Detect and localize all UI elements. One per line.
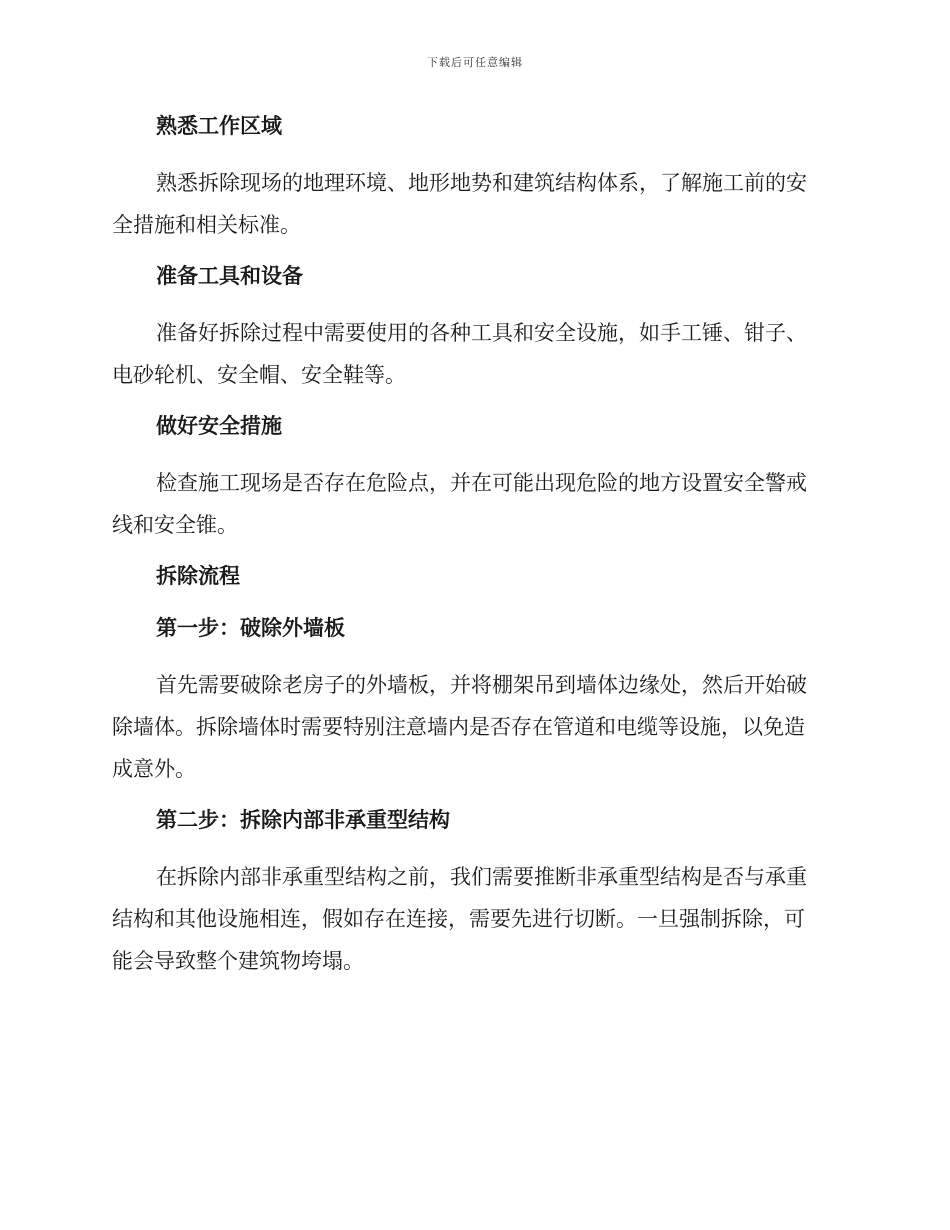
paragraph-line: 能会导致整个建筑物垮塌。 <box>112 949 364 973</box>
section-heading: 准备工具和设备 <box>156 264 303 288</box>
paragraph-line: 检查施工现场是否存在危险点，并在可能出现危险的地方设置安全警戒 <box>156 471 807 495</box>
paragraph-line: 熟悉拆除现场的地理环境、地形地势和建筑结构体系，了解施工前的安 <box>156 171 807 195</box>
paragraph <box>112 462 830 546</box>
section-heading: 第二步：拆除内部非承重型结构 <box>156 808 450 832</box>
paragraph-line: 全措施和相关标准。 <box>112 213 301 237</box>
paragraph-line: 准备好拆除过程中需要使用的各种工具和安全设施，如手工锤、钳子、 <box>156 321 807 345</box>
paragraph-line: 除墙体。拆除墙体时需要特别注意墙内是否存在管道和电缆等设施，以免造 <box>112 715 805 739</box>
paragraph <box>112 664 830 790</box>
paragraph-line: 在拆除内部非承重型结构之前，我们需要推断非承重型结构是否与承重 <box>156 865 807 889</box>
section-heading: 拆除流程 <box>156 564 240 588</box>
section-heading: 第一步：破除外墙板 <box>156 616 345 640</box>
paragraph <box>112 162 830 246</box>
page-header: 下载后可任意编辑 <box>427 56 523 69</box>
paragraph <box>112 312 830 396</box>
section-heading: 做好安全措施 <box>156 414 282 438</box>
paragraph-line: 线和安全锥。 <box>112 513 238 537</box>
paragraph-line: 首先需要破除老房子的外墙板，并将棚架吊到墙体边缘处，然后开始破 <box>156 673 807 697</box>
paragraph-line: 成意外。 <box>112 757 196 781</box>
section-heading: 熟悉工作区域 <box>156 114 282 138</box>
paragraph <box>112 856 830 982</box>
paragraph-line: 结构和其他设施相连，假如存在连接，需要先进行切断。一旦强制拆除，可 <box>112 907 805 931</box>
paragraph-line: 电砂轮机、安全帽、安全鞋等。 <box>112 363 406 387</box>
document-body <box>112 110 830 996</box>
